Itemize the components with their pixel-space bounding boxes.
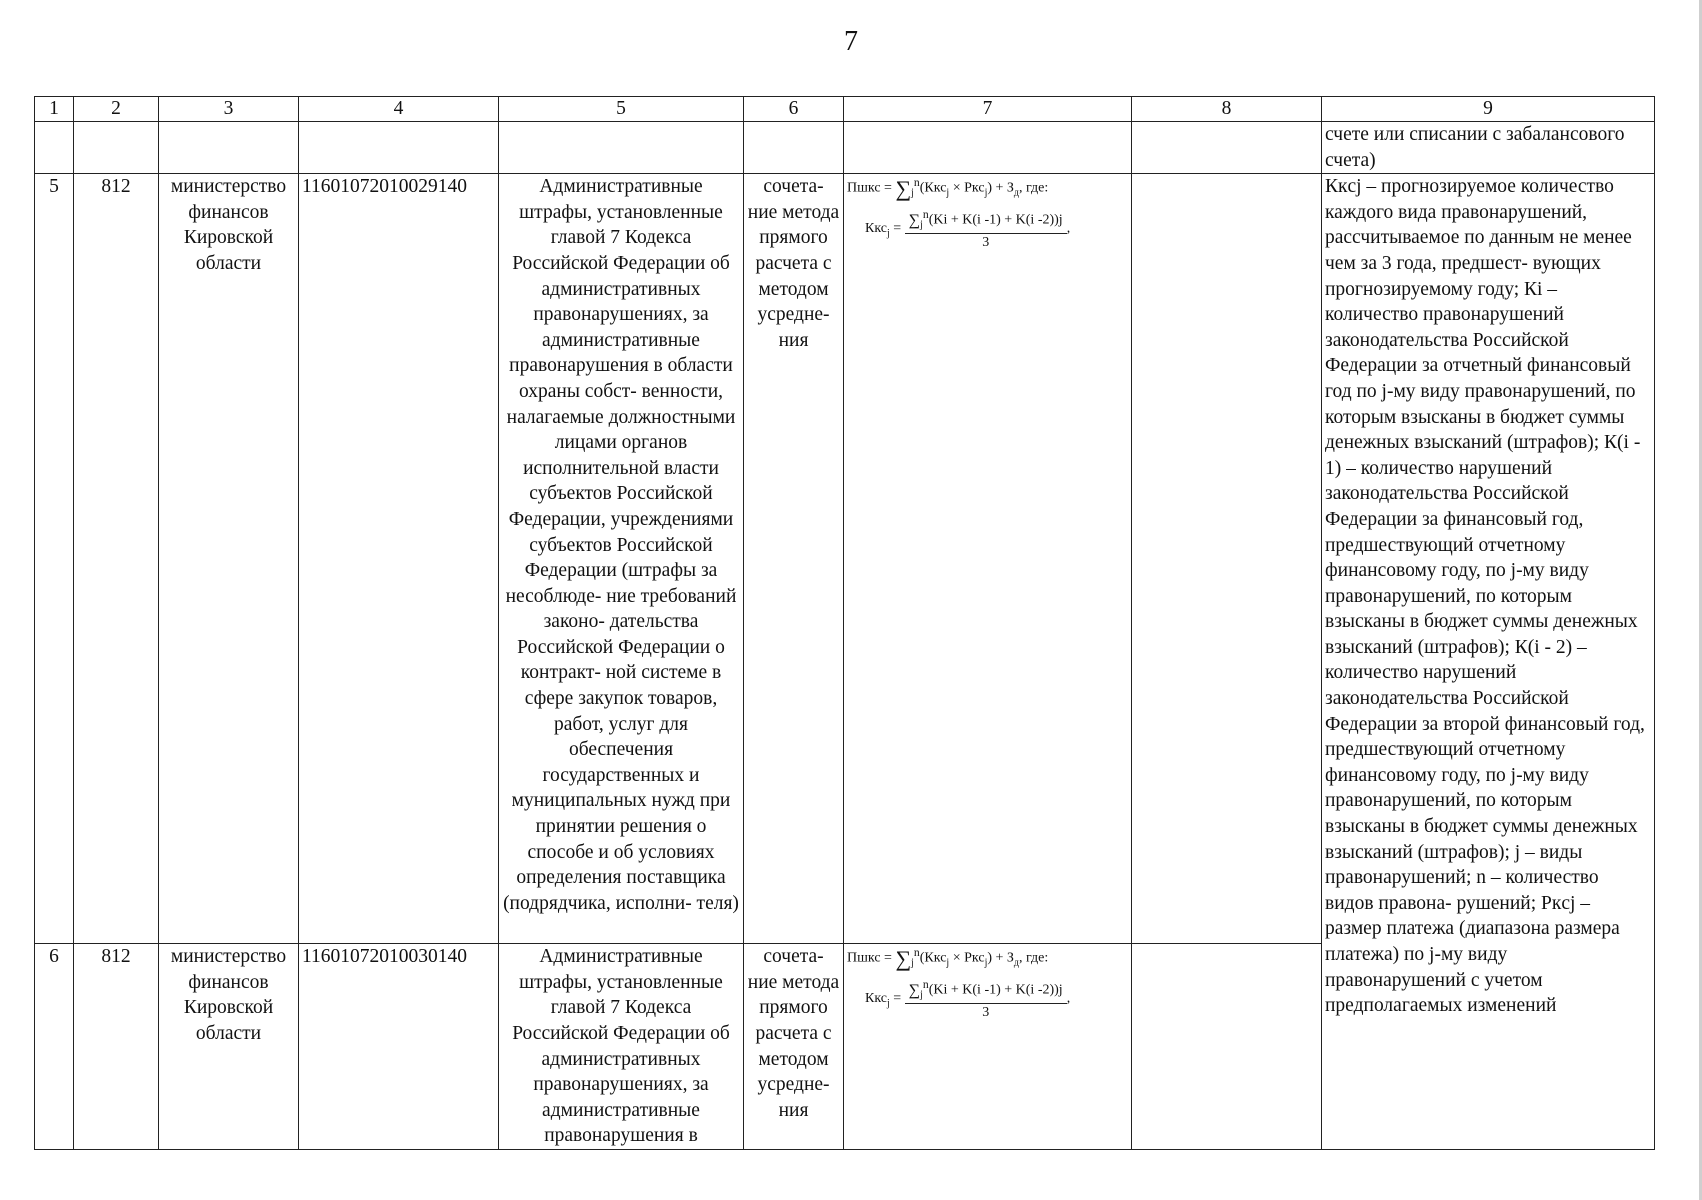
formula-fraction: $\frac{\sum_j^n(Ki + K(i -1) + K(i -2))j}{3}$ bbox=[905, 976, 1067, 1021]
calculation-formula: Пшкс = $\sum_j^n(Ккс_j \times Ркс_j) + З_д$, где: Ккс$_j$ = $\frac{\sum_j^n(Ki + K(i -1) + K(i -2))j}{3}$ , bbox=[844, 174, 1132, 944]
formula-k-lhs: Ккс bbox=[865, 220, 888, 236]
empty-cell bbox=[1132, 174, 1322, 944]
formula-k-lhs: Ккс bbox=[865, 990, 888, 1006]
column-header-7: 7 bbox=[844, 97, 1132, 122]
continuation-row bbox=[35, 122, 1655, 174]
column-header-4: 4 bbox=[299, 97, 499, 122]
admin-code: 812 bbox=[74, 174, 159, 944]
row-number: 5 bbox=[35, 174, 74, 944]
calculation-formula: Пшкс = $\sum_j^n(Ккс_j \times Ркс_j) + З_д$, где: Ккс$_j$ = $\frac{\sum_j^n(Ki + K(i -1) + K(i -2))j}{3}$ , bbox=[844, 944, 1132, 1150]
revenue-description: Административные штрафы, установленные главой 7 Кодекса Российской Федерации об административных правонарушениях, за административные правонарушения в bbox=[499, 944, 744, 1150]
calculation-method: сочета- ние метода прямого расчета с методом усредне- ния bbox=[744, 174, 844, 944]
formula-term-k: (Ккс bbox=[919, 950, 947, 966]
calculation-method: сочета- ние метода прямого расчета с методом усредне- ния bbox=[744, 944, 844, 1150]
row-number: 6 bbox=[35, 944, 74, 1150]
formula-numerator: (Ki + K(i -1) + K(i -2))j bbox=[928, 982, 1063, 998]
continuation-text: счете или списании с забалансового счета) bbox=[1322, 122, 1655, 174]
formula-term-z: ) + З bbox=[987, 180, 1014, 196]
kbk-code: 11601072010029140 bbox=[299, 174, 499, 944]
table-row bbox=[35, 174, 1655, 944]
revenue-description: Административные штрафы, установленные главой 7 Кодекса Российской Федерации об административных правонарушениях, за административные правонарушения в области охраны собст- венности, налагаемые должностными лицами органов исполнительной власти субъектов Российской Федерации, учреждениями субъектов Российской Федерации (штрафы за несоблюде- ние требований законо- дательства Российской Федерации о контракт- ной системе в сфере закупок товаров, работ, услуг для обеспечения государственных и муниципальных нужд при принятии решения о способе и об условиях определения поставщика (подрядчика, исполни- теля) bbox=[499, 174, 744, 944]
revenue-forecast-table bbox=[34, 96, 1655, 1150]
formula-lhs: Пшкс = bbox=[847, 950, 892, 966]
formula-tail: , где: bbox=[1019, 950, 1049, 966]
page-number: 7 bbox=[844, 26, 858, 57]
formula-term-z: ) + З bbox=[987, 950, 1014, 966]
formula-fraction: $\frac{\sum_j^n(Ki + K(i -1) + K(i -2))j}{3}$ bbox=[905, 206, 1067, 251]
kbk-code: 11601072010030140 bbox=[299, 944, 499, 1150]
formula-denominator: 3 bbox=[982, 1005, 990, 1021]
formula-term-p: × Ркс bbox=[949, 950, 985, 966]
formula-term-p: × Ркс bbox=[949, 180, 985, 196]
formula-denominator: 3 bbox=[982, 235, 990, 251]
sum-symbol-icon: ∑ bbox=[895, 946, 912, 972]
column-header-1: 1 bbox=[35, 97, 74, 122]
column-header-5: 5 bbox=[499, 97, 744, 122]
empty-cell bbox=[1132, 944, 1322, 1150]
formula-numerator: (Ki + K(i -1) + K(i -2))j bbox=[928, 212, 1063, 228]
column-header-8: 8 bbox=[1132, 97, 1322, 122]
column-header-9: 9 bbox=[1322, 97, 1655, 122]
formula-term-k: (Ккс bbox=[919, 180, 947, 196]
admin-code: 812 bbox=[74, 944, 159, 1150]
administrator-name: министерство финансов Кировской области bbox=[159, 174, 299, 944]
sum-symbol-icon: ∑ bbox=[895, 176, 912, 202]
column-number-row bbox=[35, 97, 1655, 122]
administrator-name: министерство финансов Кировской области bbox=[159, 944, 299, 1150]
column-header-2: 2 bbox=[74, 97, 159, 122]
column-header-3: 3 bbox=[159, 97, 299, 122]
column-header-6: 6 bbox=[744, 97, 844, 122]
formula-lhs: Пшкс = bbox=[847, 180, 892, 196]
formula-tail: , где: bbox=[1019, 180, 1049, 196]
variable-definitions: Ккcj – прогнозируемое количество каждого вида правонарушений, рассчитываемое по данным не менее чем за 3 года, предшест- вующих прогнозируемому году; Кi – количество правонарушений законодательства Российской Федерации за отчетный финансовый год по j-му виду правонарушений, по которым взысканы в бюджет суммы денежных взысканий (штрафов); К(i - 1) – количество нарушений законодательства Российской Федерации за финансовый год, предшествующий отчетному финансовому году, по j-му виду правонарушений, по которым взысканы в бюджет суммы денежных взысканий (штрафов); К(i - 2) – количество нарушений законодательства Российской Федерации за второй финансовый год, предшествующий отчетному финансовому году, по j-му виду правонарушений, по которым взысканы в бюджет суммы денежных взысканий (штрафов); j – виды правонарушений; n – количество видов правона- рушений; Ркcj – размер платежа (диапазона размера платежа) по j-му виду правонарушений с учетом предполагаемых изменений bbox=[1322, 174, 1655, 1150]
